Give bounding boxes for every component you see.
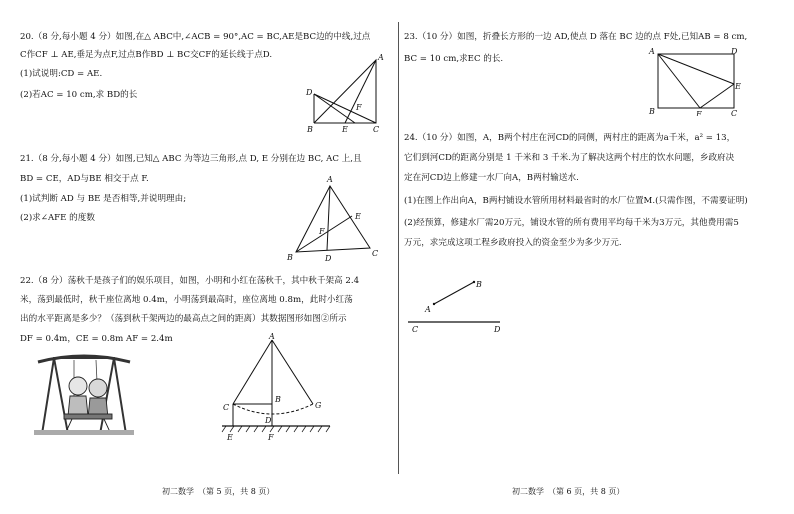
q22-label-d: D — [265, 416, 272, 425]
left-page-footer: 初二数学 （第 5 页，共 8 页） — [162, 487, 275, 496]
q22-line2: 米，荡到最低时，秋千座位离地 0.4m，小明荡到最高时，座位离地 0.8m，此时小红荡 — [20, 295, 353, 305]
q24-label-a: A — [425, 305, 431, 314]
q20-segment-ae — [345, 60, 376, 123]
q20-label-b: B — [307, 125, 313, 134]
q20-label-a: A — [378, 53, 384, 62]
q21-part1: (1)试判断 AD 与 BE 是否相等,并说明理由; — [20, 194, 187, 204]
q24-line2: 它们到河CD的距离分别是 1 千米和 3 千米.为了解决这两个村庄的饮水问题，乡政府决 — [404, 153, 735, 163]
q22-label-g: G — [315, 401, 322, 410]
q22-label-a: A — [269, 332, 275, 341]
q24-part1: (1)在图上作出向A，B两村铺设水管所用材料最省时的水厂位置M.(只需作图，不需要证明) — [404, 196, 748, 206]
q20-line2: C作CF ⊥ AE,垂足为点F,过点B作BD ⊥ BC交CF的延长线于点D. — [20, 50, 273, 60]
q22-line4: DF = 0.4m，CE = 0.8m AF = 2.4m — [20, 334, 173, 344]
page-divider — [398, 22, 399, 474]
q21-label-f: F — [319, 227, 325, 236]
q22-label-e: E — [227, 433, 233, 442]
q23-label-a: A — [649, 47, 655, 56]
q23-line1: 23.（10 分）如图，折叠长方形的一边 AD,使点 D 落在 BC 边的点 F处,已知AB = 8 cm, — [404, 32, 748, 42]
q20-part1: (1)试说明:CD = AE. — [20, 69, 103, 79]
q20-extra-line — [314, 94, 355, 123]
q23-label-e: E — [735, 82, 741, 91]
q21-label-c: C — [372, 249, 379, 258]
q20-label-c: C — [373, 125, 380, 134]
q22-segment-ac — [233, 340, 272, 404]
swing-illustration — [34, 352, 134, 436]
q23-label-f: F — [696, 110, 702, 116]
q24-label-b: B — [476, 280, 482, 289]
q22-label-c: C — [223, 403, 230, 412]
q23-label-d: D — [731, 47, 738, 56]
q23-rectangle — [658, 54, 734, 108]
q20-label-e: E — [342, 125, 348, 134]
q24-label-d: D — [494, 325, 501, 334]
q22-figure — [218, 330, 338, 444]
q21-part2: (2)求∠AFE 的度数 — [20, 213, 95, 223]
q21-label-b: B — [287, 253, 293, 262]
q22-arc — [233, 404, 313, 414]
q20-label-d: D — [306, 88, 313, 97]
q24-part2-cont: 万元，求完成这项工程乡政府投入的资金至少为多少万元. — [404, 238, 622, 248]
right-page-footer: 初二数学 （第 6 页，共 8 页） — [512, 487, 625, 496]
q21-segment-ad — [327, 186, 330, 250]
q20-figure — [300, 50, 395, 136]
q20-triangle-abc — [314, 60, 376, 123]
q24-line1: 24.（10 分）如图，A，B两个村庄在河CD的同侧，两村庄的距离为a千米，a² = 13， — [404, 133, 736, 143]
q22-label-b: B — [275, 395, 281, 404]
q20-segment-dc — [314, 94, 376, 123]
q24-figure — [404, 272, 514, 336]
q23-label-b: B — [649, 107, 655, 116]
q22-label-f: F — [268, 433, 274, 442]
q23-label-c: C — [731, 109, 738, 116]
q21-label-d: D — [325, 254, 332, 263]
q24-line3: 定在河CD边上修建一水厂向A，B两村输送水. — [404, 173, 579, 183]
q21-label-e: E — [355, 212, 361, 221]
q23-figure — [646, 44, 742, 116]
q23-line2: BC = 10 cm,求EC 的长. — [404, 54, 504, 64]
q21-line1: 21.（8 分,每小题 4 分）如图,已知△ ABC 为等边三角形,点 D, E 分别在边 BC, AC 上,且 — [20, 154, 362, 164]
q21-figure — [282, 172, 382, 264]
q22-line1: 22.（8 分）荡秋千是孩子们的娱乐项目，如图，小明和小红在荡秋千，其中秋千架高 2.4 — [20, 276, 360, 286]
q24-label-c: C — [412, 325, 419, 334]
q24-part2: (2)经预算，修建水厂需20万元，铺设水管的所有费用平均每千米为3万元，其他费用需5 — [404, 218, 739, 228]
q21-line2: BD = CE，AD与BE 相交于点 F. — [20, 174, 149, 184]
q24-segment-ab — [434, 282, 474, 304]
q22-line3: 出的水平距离是多少？（荡到秋千架两边的最高点之间的距离）其数据图形如图②所示 — [20, 314, 347, 324]
q20-label-f: F — [356, 103, 362, 112]
q20-part2: (2)若AC = 10 cm,求 BD的长 — [20, 90, 138, 100]
q20-line1: 20.（8 分,每小题 4 分）如图,在△ ABC中,∠ACB = 90°,AC = BC,AE是BC边的中线,过点 — [20, 32, 371, 42]
q21-label-a: A — [327, 175, 333, 184]
right-page — [400, 0, 794, 514]
q23-segment-fe — [700, 84, 734, 108]
